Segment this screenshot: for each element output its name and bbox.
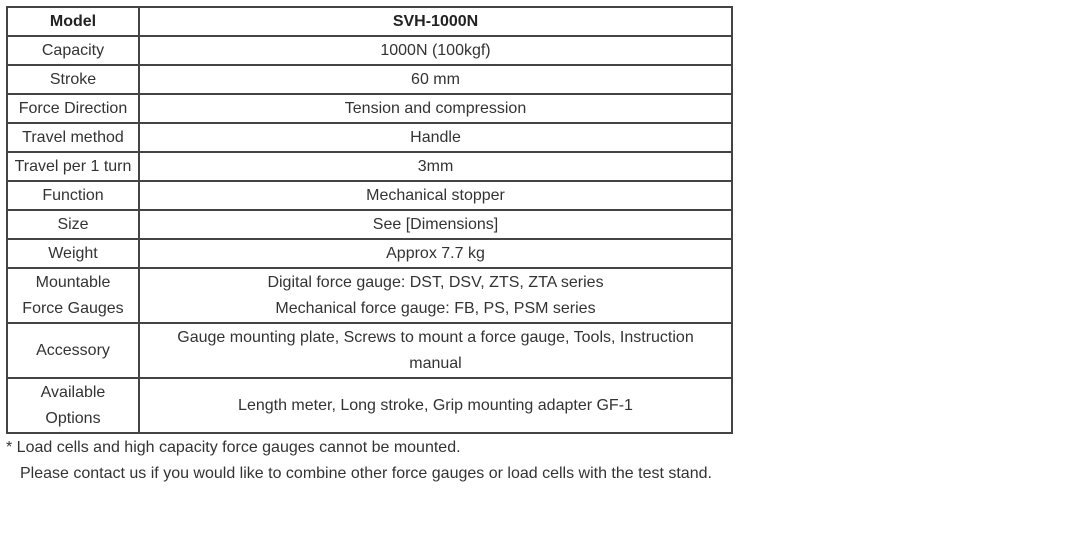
row-label-line: Force Gauges	[22, 299, 124, 317]
table-row	[7, 323, 732, 378]
row-label-line: Options	[45, 409, 101, 427]
row-label: Accessory	[7, 323, 139, 378]
row-value: 60 mm	[139, 65, 732, 94]
table-row	[7, 268, 732, 323]
table-row	[7, 65, 732, 94]
table-header-row	[7, 7, 732, 36]
footnote-line: Please contact us if you would like to combine other force gauges or load cells with the test stand.	[20, 465, 712, 482]
header-value: SVH-1000N	[139, 7, 732, 36]
table-row	[7, 152, 732, 181]
row-label	[7, 268, 139, 323]
table-row	[7, 94, 732, 123]
row-value: Approx 7.7 kg	[139, 239, 732, 268]
row-label: Travel per 1 turn	[7, 152, 139, 181]
row-value: 1000N (100kgf)	[139, 36, 732, 65]
row-value-line: Mechanical force gauge: FB, PS, PSM series	[275, 299, 596, 317]
table-row	[7, 123, 732, 152]
row-value: Tension and compression	[139, 94, 732, 123]
table-row	[7, 378, 732, 433]
row-value: See [Dimensions]	[139, 210, 732, 239]
row-label-line: Mountable	[35, 273, 111, 291]
row-value-line: Gauge mounting plate, Screws to mount a force gauge, Tools, Instruction	[177, 328, 694, 346]
row-value	[139, 268, 732, 323]
table-row	[7, 181, 732, 210]
row-value-line: Digital force gauge: DST, DSV, ZTS, ZTA series	[267, 273, 604, 291]
footnotes	[6, 435, 712, 487]
row-label: Function	[7, 181, 139, 210]
row-label	[7, 378, 139, 433]
spec-table	[6, 6, 733, 434]
footnote-line: * Load cells and high capacity force gauges cannot be mounted.	[6, 439, 461, 456]
row-label: Weight	[7, 239, 139, 268]
row-label: Capacity	[7, 36, 139, 65]
row-label: Travel method	[7, 123, 139, 152]
row-value-line: manual	[409, 354, 462, 372]
row-label: Size	[7, 210, 139, 239]
row-value	[139, 323, 732, 378]
row-label: Stroke	[7, 65, 139, 94]
row-label: Force Direction	[7, 94, 139, 123]
table-row	[7, 36, 732, 65]
row-value: Handle	[139, 123, 732, 152]
row-value: Length meter, Long stroke, Grip mounting adapter GF-1	[139, 378, 732, 433]
row-label-line: Available	[40, 383, 106, 401]
table-row	[7, 210, 732, 239]
row-value: 3mm	[139, 152, 732, 181]
row-value: Mechanical stopper	[139, 181, 732, 210]
header-label: Model	[7, 7, 139, 36]
table-row	[7, 239, 732, 268]
